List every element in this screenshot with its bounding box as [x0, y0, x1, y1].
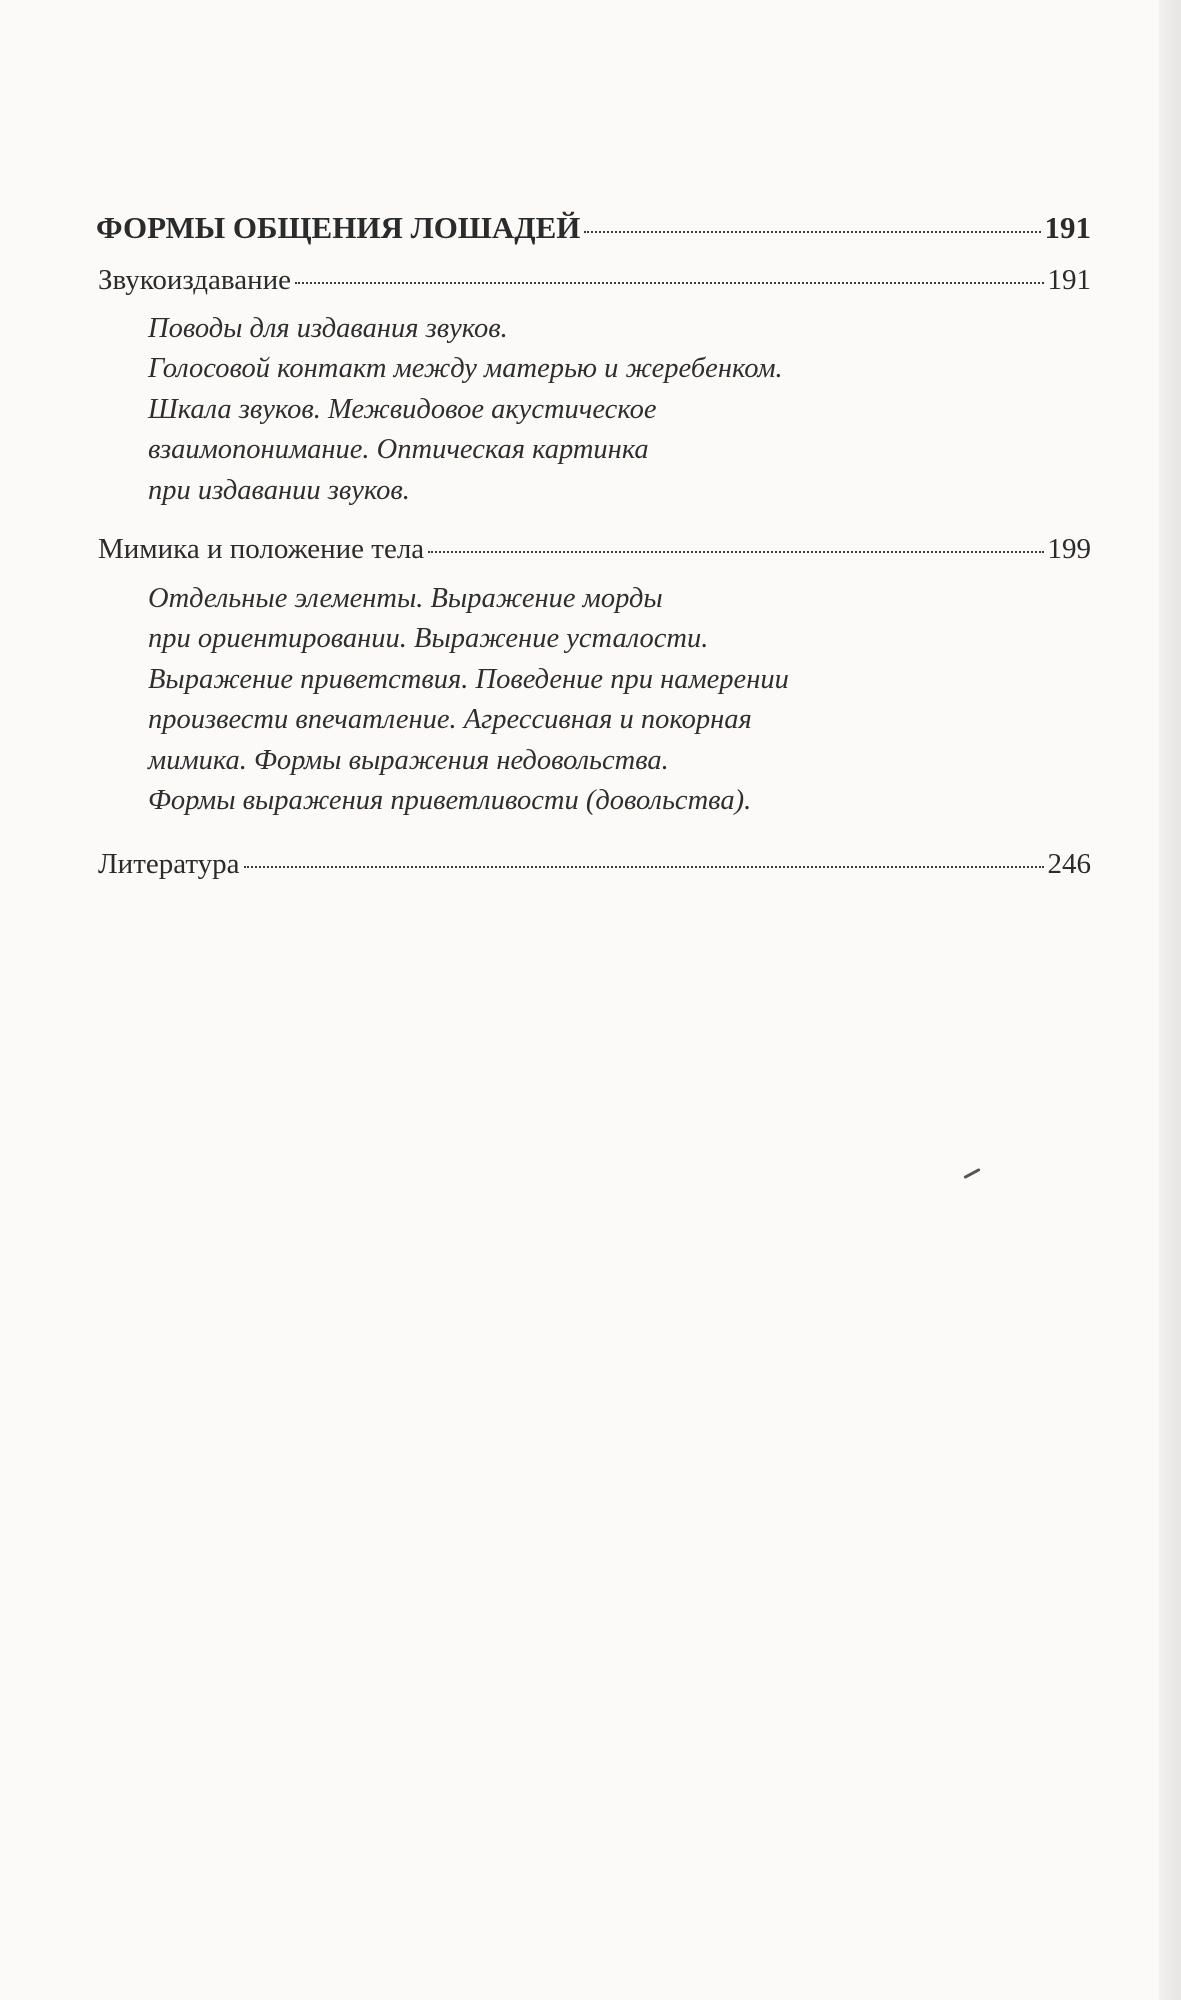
- description-line: Формы выражения приветливости (довольства).: [148, 785, 752, 817]
- page-edge: [1159, 0, 1181, 2000]
- toc-section-entry: [96, 210, 1091, 246]
- toc-entry-description: [148, 579, 1091, 822]
- toc-entry-page: 191: [1047, 263, 1091, 296]
- toc-section-title: ФОРМЫ ОБЩЕНИЯ ЛОШАДЕЙ: [96, 210, 581, 245]
- dot-leader: [295, 282, 1043, 284]
- description-line: Отдельные элементы. Выражение морды: [148, 582, 663, 614]
- description-line: мимика. Формы выражения недовольства.: [148, 744, 669, 776]
- toc-entry-title: Мимика и положение тела: [98, 533, 425, 566]
- description-line: Поводы для издавания звуков.: [148, 312, 508, 344]
- paper-speck: [963, 1168, 980, 1179]
- toc-entry-mimicry: [98, 533, 1091, 566]
- dot-leader: [244, 866, 1044, 868]
- toc-entry-title: Литература: [98, 847, 240, 880]
- description-line: Шкала звуков. Межвидовое акустическое: [148, 393, 657, 425]
- toc-entry-page: 246: [1047, 847, 1091, 880]
- toc-entry-page: 199: [1047, 533, 1091, 566]
- description-line: Голосовой контакт между матерью и жеребенком.: [148, 353, 783, 385]
- description-line: Выражение приветствия. Поведение при намерении: [148, 663, 789, 695]
- description-line: при издавании звуков.: [148, 474, 410, 506]
- description-line: при ориентировании. Выражение усталости.: [148, 623, 709, 655]
- description-line: произвести впечатление. Агрессивная и покорная: [148, 704, 752, 736]
- toc-entry-sounds: [98, 264, 1091, 297]
- dot-leader: [428, 551, 1043, 553]
- toc-entry-description: [148, 309, 1091, 512]
- table-of-contents: [96, 210, 1091, 881]
- description-line: взаимопонимание. Оптическая картинка: [148, 434, 649, 466]
- toc-entry-title: Звукоиздавание: [98, 263, 292, 296]
- toc-section-page: 191: [1044, 210, 1091, 245]
- dot-leader: [584, 231, 1040, 233]
- toc-entry-literature: [98, 848, 1091, 881]
